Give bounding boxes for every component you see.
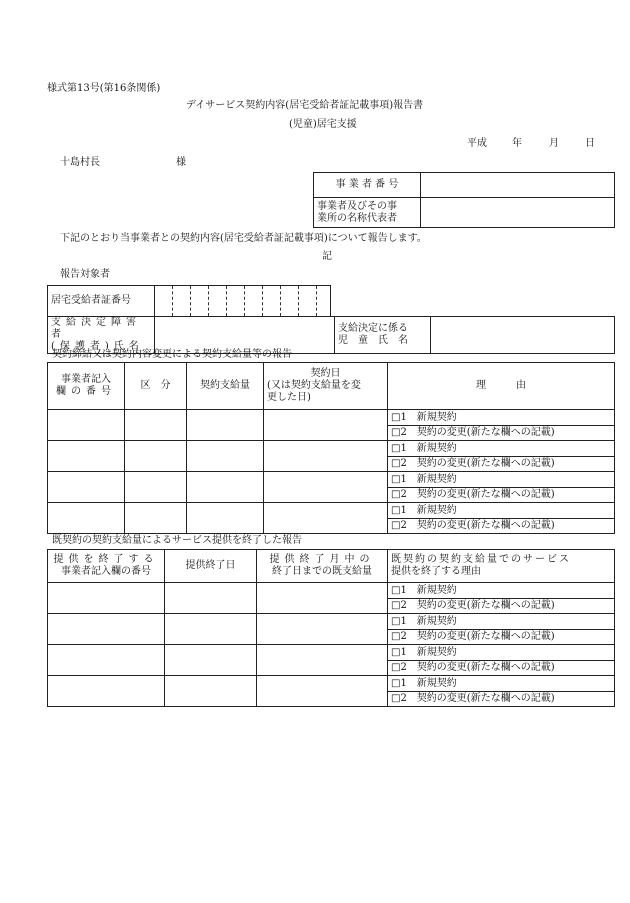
option-new-contract[interactable]: □1 新規契約: [388, 473, 614, 488]
child-name-field[interactable]: [431, 317, 615, 354]
cert-digit[interactable]: [245, 286, 263, 317]
date-day: 日: [585, 138, 595, 149]
option-new-contract[interactable]: □1 新規契約: [388, 504, 614, 519]
table-row: [48, 472, 615, 503]
contract-category-field[interactable]: [125, 472, 187, 503]
guardian-name-field[interactable]: [155, 317, 335, 354]
form-number: 様式第13号(第16条関係): [47, 83, 161, 94]
date-era: 平成: [467, 138, 487, 149]
contract-date-field[interactable]: [264, 472, 388, 503]
end-reason-options: [388, 676, 615, 707]
guardian-name-label: 支給決定障害者 (保護者)氏名: [48, 317, 155, 354]
cert-digit[interactable]: [263, 286, 281, 317]
option-contract-change[interactable]: □2 契約の変更(新たな欄への記載): [391, 599, 555, 611]
contract-header-amount: 契約支給量: [187, 363, 264, 410]
end-date-field[interactable]: [165, 676, 257, 707]
contract-header-category: 区 分: [125, 363, 187, 410]
table-row: [48, 503, 615, 534]
document-title: デイサービス契約内容(居宅受給者証記載事項)報告書: [186, 100, 424, 111]
table-row: [48, 676, 615, 707]
contract-amount-field[interactable]: [187, 503, 264, 534]
end-date-field[interactable]: [165, 614, 257, 645]
cert-digit[interactable]: [281, 286, 299, 317]
contract-reason-options: [388, 472, 615, 503]
end-header-used: 提供終了月中の 終了日までの既支給量: [257, 550, 388, 583]
end-used-field[interactable]: [257, 583, 388, 614]
end-reason-options: [388, 645, 615, 676]
intro-text: 下記のとおり当事業者との契約内容(居宅受給者証記載事項)について報告します。: [60, 233, 427, 244]
contract-entry-no-field[interactable]: [48, 472, 125, 503]
table-row: [48, 410, 615, 441]
option-new-contract[interactable]: □1 新規契約: [388, 677, 614, 692]
end-header-reason: 既契約の契約支給量でのサービス 提供を終了する理由: [388, 550, 615, 583]
document-subtitle: (児童)居宅支援: [289, 119, 357, 130]
option-new-contract[interactable]: □1 新規契約: [388, 646, 614, 661]
option-contract-change[interactable]: □2 契約の変更(新たな欄への記載): [391, 692, 555, 704]
provider-name-field[interactable]: [421, 198, 615, 228]
child-name-label: 支給決定に係る 児 童 氏 名: [335, 317, 431, 354]
provider-number-label: 事 業 者 番 号: [314, 173, 421, 198]
end-header-entry-no: 提供を終了する 事業者記入欄の番号: [48, 550, 165, 583]
ki-label: 記: [322, 251, 332, 262]
contract-amount-field[interactable]: [187, 441, 264, 472]
contract-date-field[interactable]: [264, 441, 388, 472]
end-entry-no-field[interactable]: [48, 583, 165, 614]
end-entry-no-field[interactable]: [48, 614, 165, 645]
contract-reason-options: [388, 410, 615, 441]
contract-category-field[interactable]: [125, 410, 187, 441]
table-row: [48, 645, 615, 676]
cert-digit[interactable]: [155, 286, 173, 317]
contract-header-reason: 理 由: [388, 363, 615, 410]
contract-entry-no-field[interactable]: [48, 503, 125, 534]
end-entry-no-field[interactable]: [48, 645, 165, 676]
contract-date-field[interactable]: [264, 410, 388, 441]
cert-digit[interactable]: [173, 286, 191, 317]
addressee-name: 十島村長: [60, 157, 100, 168]
contract-date-field[interactable]: [264, 503, 388, 534]
option-new-contract[interactable]: □1 新規契約: [388, 615, 614, 630]
cert-digit[interactable]: [317, 286, 331, 317]
contract-amount-field[interactable]: [187, 410, 264, 441]
cert-digit[interactable]: [209, 286, 227, 317]
table-row: [48, 614, 615, 645]
end-date-field[interactable]: [165, 645, 257, 676]
contract-amount-field[interactable]: [187, 472, 264, 503]
contract-reason-options: [388, 441, 615, 472]
date-year: 年: [512, 138, 522, 149]
addressee-honorific: 様: [176, 157, 186, 168]
date-month: 月: [549, 138, 559, 149]
cert-number-label: 居宅受給者証番号: [48, 286, 155, 317]
cert-digit[interactable]: [227, 286, 245, 317]
contract-category-field[interactable]: [125, 441, 187, 472]
option-contract-change[interactable]: □2 契約の変更(新たな欄への記載): [391, 519, 555, 531]
contract-table: [47, 362, 615, 534]
contract-section-title: 契約締結又は契約内容変更による契約支給量等の報告: [52, 349, 292, 360]
option-new-contract[interactable]: □1 新規契約: [388, 442, 614, 457]
report-target-label: 報告対象者: [60, 269, 110, 280]
provider-name-label: 事業者及びその事 業所の名称代表者: [314, 198, 421, 228]
option-contract-change[interactable]: □2 契約の変更(新たな欄への記載): [391, 488, 555, 500]
provider-number-field[interactable]: [421, 173, 615, 198]
option-new-contract[interactable]: □1 新規契約: [388, 584, 614, 599]
option-contract-change[interactable]: □2 契約の変更(新たな欄への記載): [391, 426, 555, 438]
cert-digit[interactable]: [191, 286, 209, 317]
end-used-field[interactable]: [257, 614, 388, 645]
end-reason-options: [388, 583, 615, 614]
table-row: [48, 583, 615, 614]
option-contract-change[interactable]: □2 契約の変更(新たな欄への記載): [391, 630, 555, 642]
end-header-end-date: 提供終了日: [165, 550, 257, 583]
cert-digit[interactable]: [299, 286, 317, 317]
contract-category-field[interactable]: [125, 503, 187, 534]
end-used-field[interactable]: [257, 645, 388, 676]
end-table: [47, 549, 615, 707]
table-row: [48, 441, 615, 472]
end-reason-options: [388, 614, 615, 645]
option-contract-change[interactable]: □2 契約の変更(新たな欄への記載): [391, 457, 555, 469]
cert-number-table: [47, 285, 331, 317]
end-entry-no-field[interactable]: [48, 676, 165, 707]
contract-entry-no-field[interactable]: [48, 441, 125, 472]
end-date-field[interactable]: [165, 583, 257, 614]
contract-header-entry-no: 事業者記入 欄の番号: [48, 363, 125, 410]
option-contract-change[interactable]: □2 契約の変更(新たな欄への記載): [391, 661, 555, 673]
end-section-title: 既契約の契約支給量によるサービス提供を終了した報告: [52, 535, 302, 546]
contract-entry-no-field[interactable]: [48, 410, 125, 441]
provider-table: [313, 172, 615, 228]
option-new-contract[interactable]: □1 新規契約: [388, 411, 614, 426]
contract-header-date: 契約日 (又は契約支給量を変 更した日): [264, 363, 388, 410]
end-used-field[interactable]: [257, 676, 388, 707]
contract-reason-options: [388, 503, 615, 534]
